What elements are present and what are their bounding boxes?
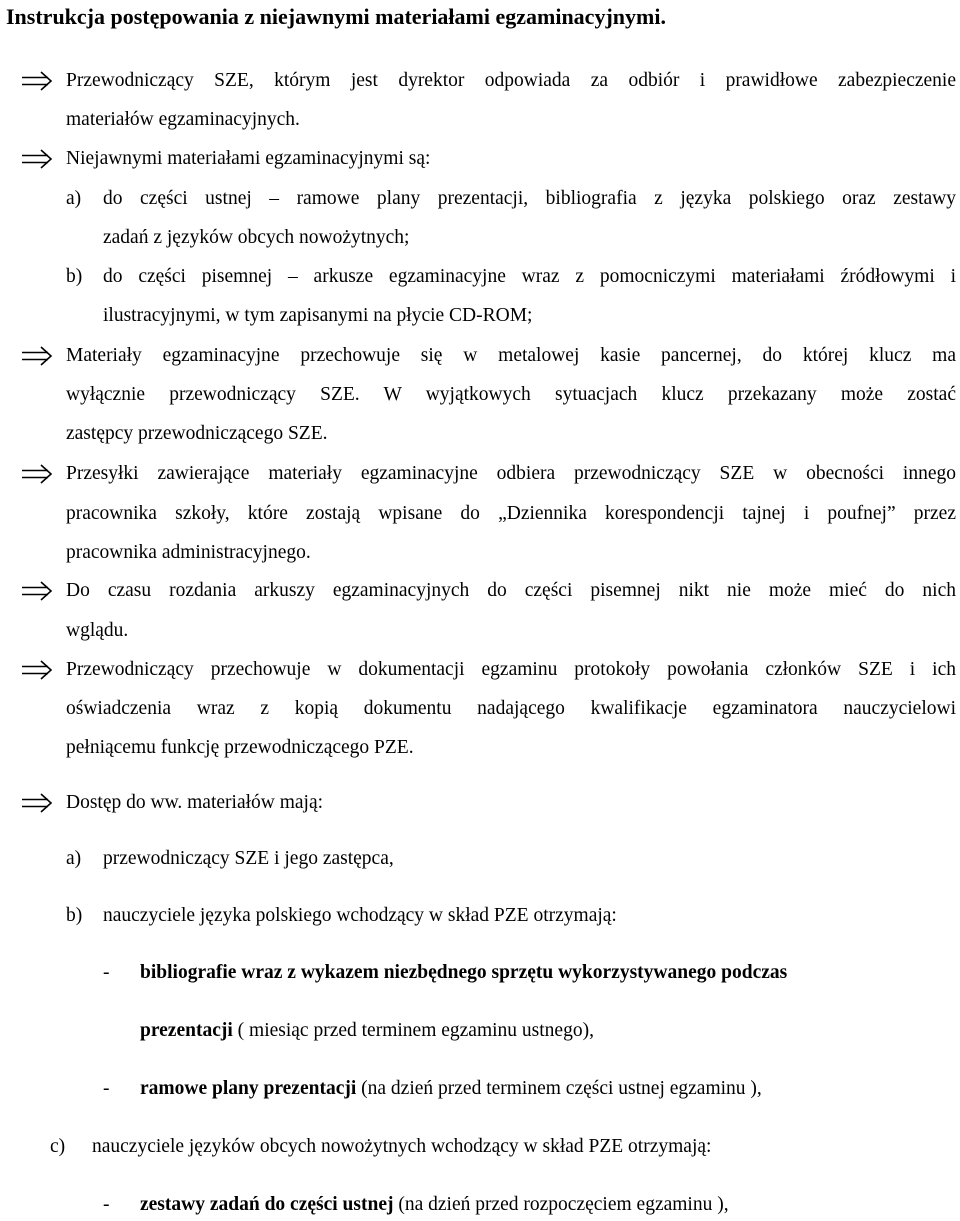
item3-line3: zastępcy przewodniczącego SZE.: [66, 423, 328, 444]
item7-a-text: przewodniczący SZE i jego zastępca,: [103, 848, 394, 869]
item7-c1-rest: (na dzień przed rozpoczęciem egzaminu ),: [393, 1194, 729, 1215]
item4-line1: Przesyłki zawierające materiały egzaminacyjne odbiera przewodniczący SZE w obecności innego: [66, 463, 956, 484]
item3-line1: Materiały egzaminacyjne przechowuje się w metalowej kasie pancernej, do której klucz ma: [66, 345, 956, 366]
item2-b-marker: b): [66, 266, 83, 287]
item1-line2: materiałów egzaminacyjnych.: [66, 109, 300, 130]
item2-a-line2: zadań z języków obcych nowożytnych;: [103, 227, 410, 248]
item2-b-line2: ilustracyjnymi, w tym zapisanymi na płycie CD-ROM;: [103, 305, 533, 326]
item7-b2-line: [140, 1078, 762, 1100]
item2-b-line1: do części pisemnej – arkusze egzaminacyjne wraz z pomocniczymi materiałami źródłowymi i: [103, 266, 956, 287]
item7-b-marker: b): [66, 905, 83, 926]
item7-b2-rest: (na dzień przed terminem części ustnej egzaminu ),: [356, 1078, 762, 1099]
item7-a-marker: a): [66, 848, 82, 869]
item3-line2: wyłącznie przewodniczący SZE. W wyjątkowych sytuacjach klucz przekazany może zostać: [66, 384, 956, 405]
double-arrow-icon: [20, 464, 54, 484]
double-arrow-icon: [20, 71, 54, 91]
item7-b-text: nauczyciele języka polskiego wchodzący w skład PZE otrzymają:: [103, 905, 617, 926]
item2-a-line1: do części ustnej – ramowe plany prezentacji, bibliografia z języka polskiego oraz zestawy: [103, 188, 956, 209]
item6-line3: pełniącemu funkcję przewodniczącego PZE.: [66, 737, 414, 758]
item7-b1-dash: -: [103, 962, 110, 983]
double-arrow-icon: [20, 346, 54, 366]
item6-line1: Przewodniczący przechowuje w dokumentacji egzaminu protokoły powołania członków SZE i ich: [66, 659, 956, 680]
item7-c-text: nauczyciele języków obcych nowożytnych wchodzący w skład PZE otrzymają:: [92, 1136, 712, 1157]
double-arrow-icon: [20, 149, 54, 169]
double-arrow-icon: [20, 581, 54, 601]
item5-line2: wglądu.: [66, 620, 129, 641]
item2-intro: Niejawnymi materiałami egzaminacyjnymi są:: [66, 148, 431, 169]
double-arrow-icon: [20, 660, 54, 680]
item7-b2-dash: -: [103, 1078, 110, 1099]
item5-line1: Do czasu rozdania arkuszy egzaminacyjnych do części pisemnej nikt nie może mieć do nich: [66, 580, 956, 601]
item7-b1-rest: ( miesiąc przed terminem egzaminu ustnego),: [232, 1020, 594, 1041]
item7-b1-line2: [140, 1020, 594, 1042]
item7-b1-bold1: bibliografie wraz z wykazem niezbędnego sprzętu wykorzystywanego podczas: [140, 962, 788, 983]
item4-line3: pracownika administracyjnego.: [66, 542, 311, 563]
item6-line2: oświadczenia wraz z kopią dokumentu nadającego kwalifikacje egzaminatora nauczycielowi: [66, 698, 956, 719]
item7-b2-bold: ramowe plany prezentacji: [140, 1078, 357, 1099]
item2-a-marker: a): [66, 188, 82, 209]
item7-b1-bold2: prezentacji: [140, 1020, 233, 1041]
item7-c1-dash: -: [103, 1194, 110, 1215]
item7-intro: Dostęp do ww. materiałów mają:: [66, 792, 324, 813]
double-arrow-icon: [20, 793, 54, 813]
item7-c-marker: c): [50, 1136, 66, 1157]
item7-c1-line: [140, 1194, 729, 1216]
item4-line2: pracownika szkoły, które zostają wpisane do „Dziennika korespondencji tajnej i poufnej” przez: [66, 503, 956, 524]
item7-c1-bold: zestawy zadań do części ustnej: [140, 1194, 394, 1215]
document-title: Instrukcja postępowania z niejawnymi materiałami egzaminacyjnymi.: [6, 4, 666, 29]
item1-line1: Przewodniczący SZE, którym jest dyrektor odpowiada za odbiór i prawidłowe zabezpieczenie: [66, 70, 956, 91]
